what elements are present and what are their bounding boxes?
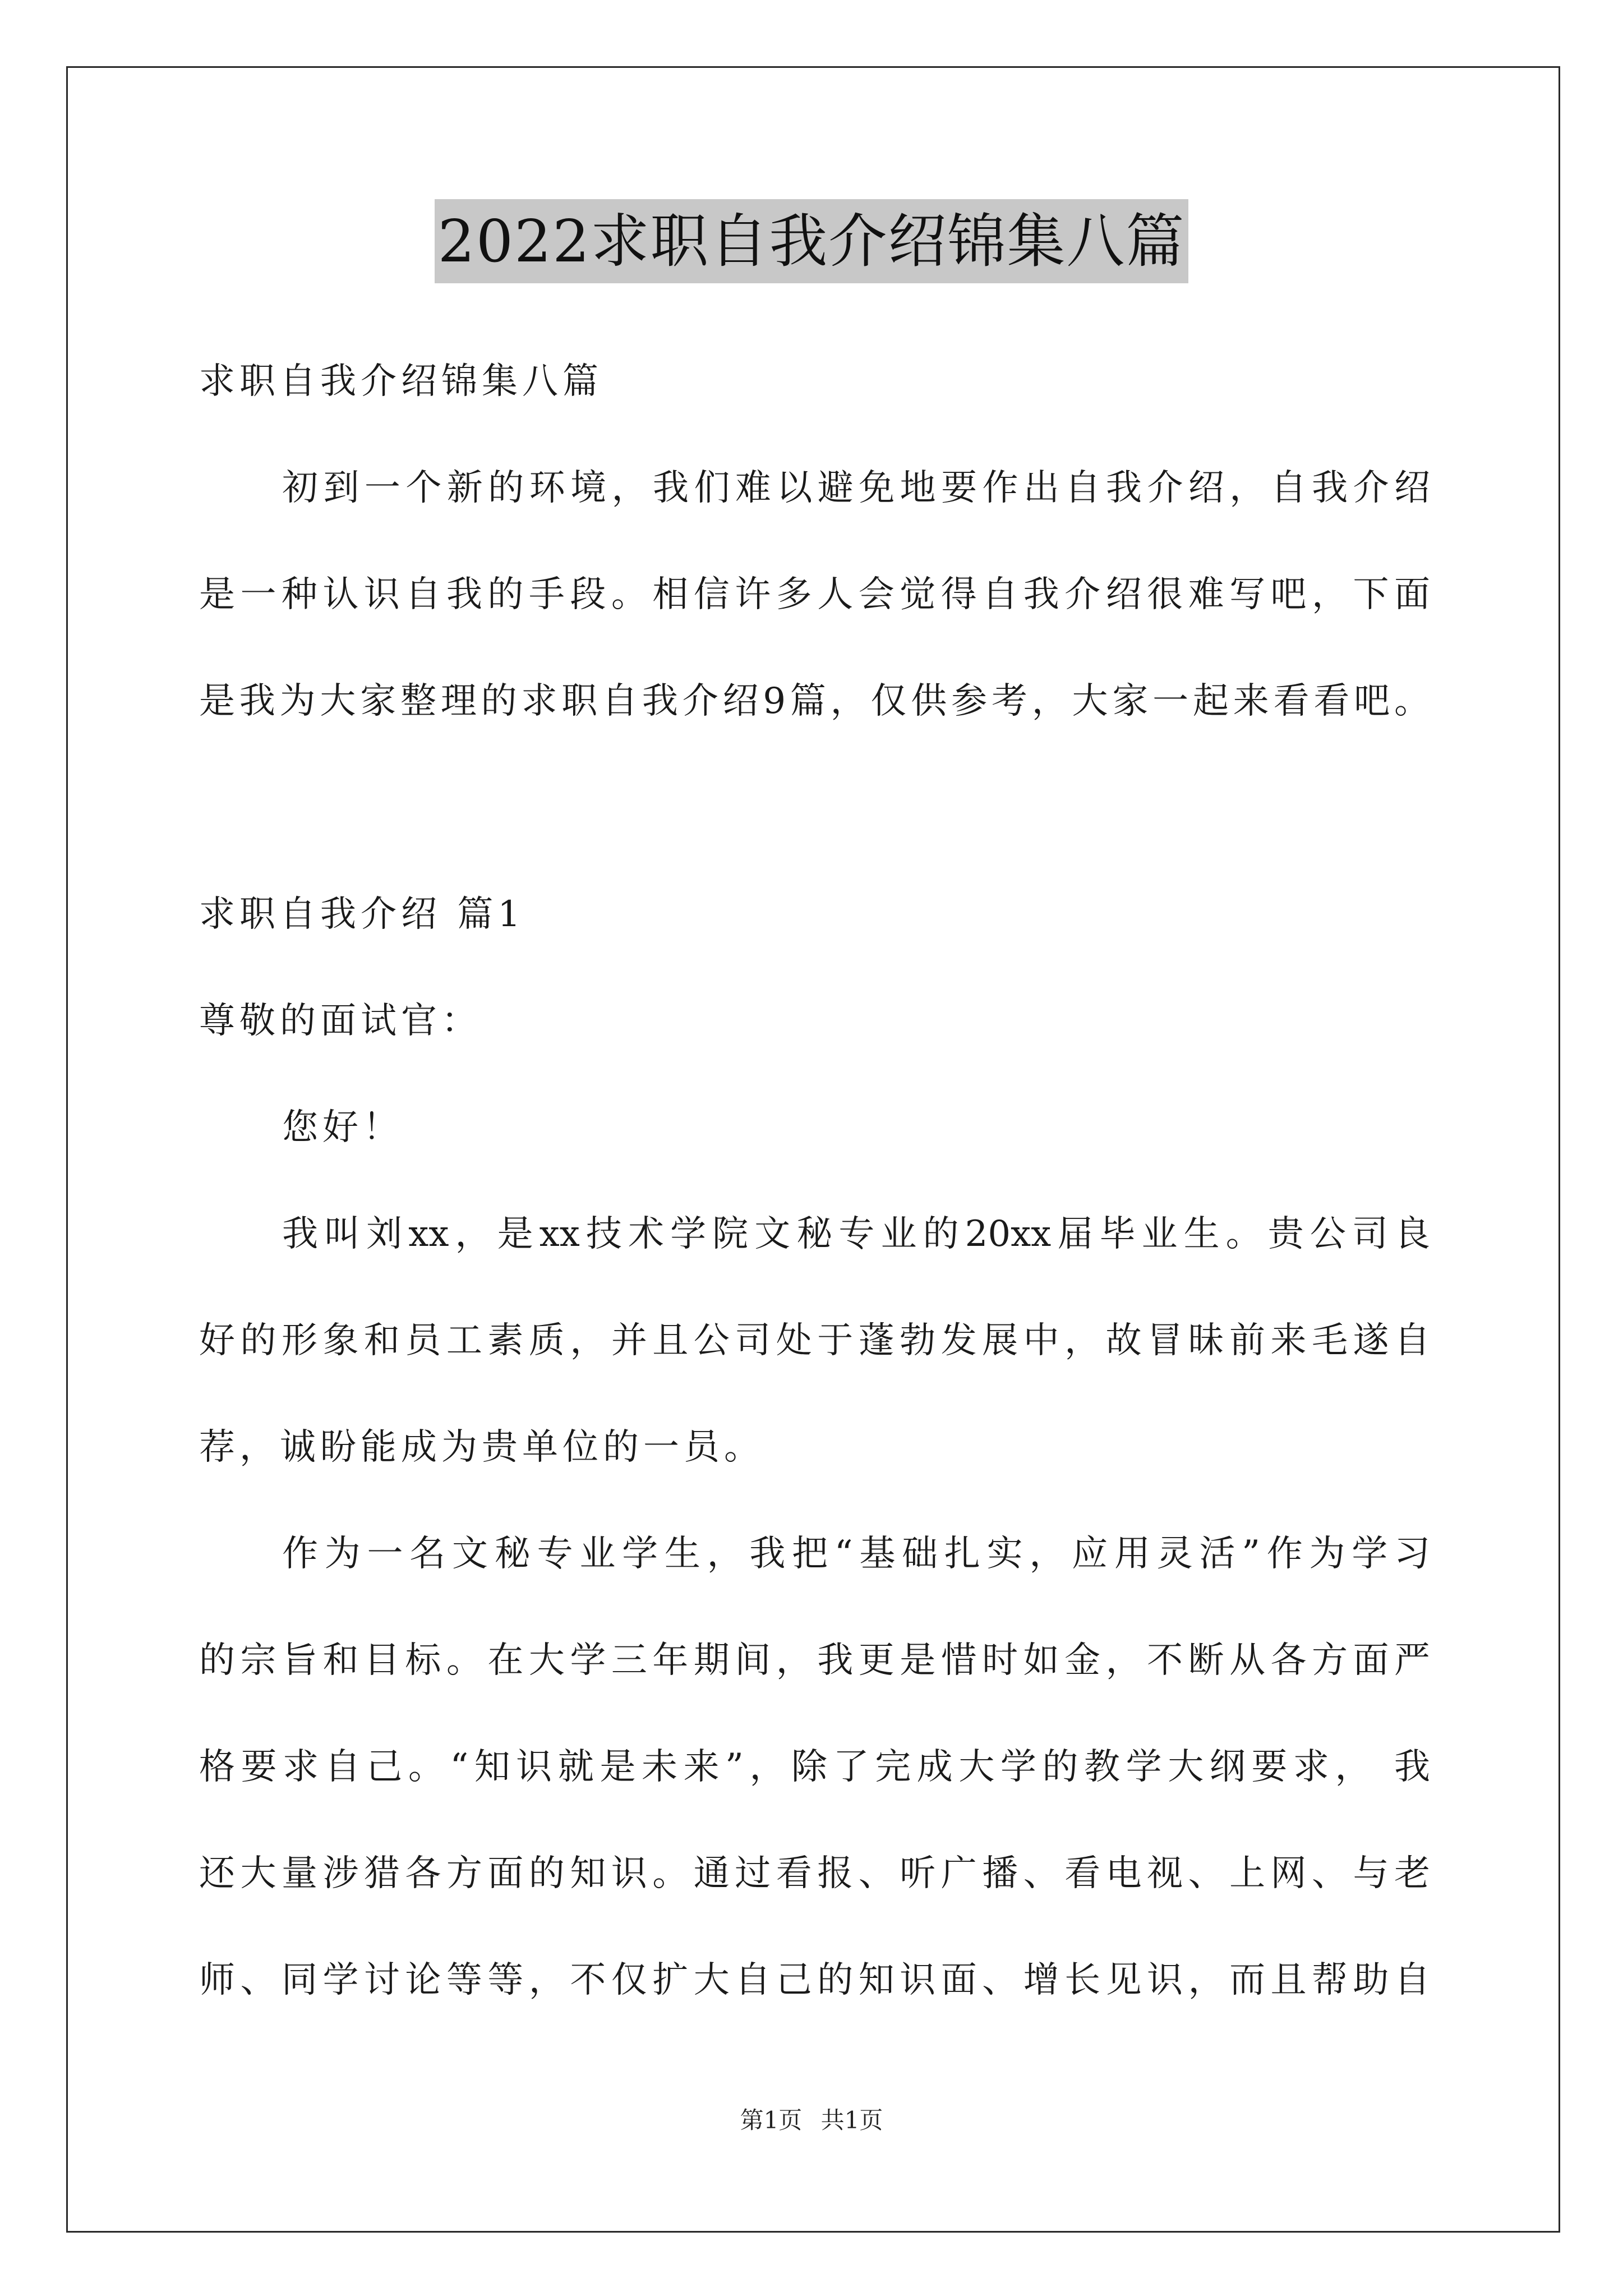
page-number: 第1页 [740, 2106, 803, 2134]
paragraph-line: 是一种认识自我的手段。相信许多人会觉得自我介绍很难写吧，下面 [199, 574, 1430, 615]
paragraph-line: 是我为大家整理的求职自我介绍9篇，仅供参考，大家一起来看看吧。 [199, 680, 1430, 722]
paragraph-line: 的宗旨和目标。在大学三年期间，我更是惜时如金，不断从各方面严 [199, 1640, 1430, 1681]
paragraph-line: 作为一名文秘专业学生，我把“基础扎实，应用灵活”作为学习 [282, 1533, 1430, 1575]
paragraph-line: 荐，诚盼能成为贵单位的一员。 [199, 1427, 764, 1468]
subtitle-line: 求职自我介绍锦集八篇 [199, 361, 603, 402]
title-wrap [0, 199, 1623, 283]
salutation-line: 尊敬的面试官： [199, 1000, 482, 1042]
document-title: 2022求职自我介绍锦集八篇 [435, 199, 1189, 283]
section-heading: 求职自我介绍 篇1 [199, 894, 525, 935]
paragraph-line: 我叫刘xx，是xx技术学院文秘专业的20xx届毕业生。贵公司良 [282, 1213, 1430, 1255]
page-footer [0, 2104, 1623, 2137]
greeting-line: 您好！ [282, 1107, 403, 1148]
page-total: 共1页 [820, 2106, 883, 2134]
paragraph-line: 师、同学讨论等等，不仅扩大自己的知识面、增长见识，而且帮助自 [199, 1959, 1430, 2001]
paragraph-line: 好的形象和员工素质，并且公司处于蓬勃发展中，故冒昧前来毛遂自 [199, 1320, 1430, 1361]
paragraph-line: 还大量涉猎各方面的知识。通过看报、听广播、看电视、上网、与老 [199, 1853, 1430, 1894]
paragraph-line: 格要求自己。“知识就是未来”，除了完成大学的教学大纲要求， 我 [199, 1746, 1430, 1788]
paragraph-line: 初到一个新的环境，我们难以避免地要作出自我介绍，自我介绍 [282, 467, 1430, 509]
